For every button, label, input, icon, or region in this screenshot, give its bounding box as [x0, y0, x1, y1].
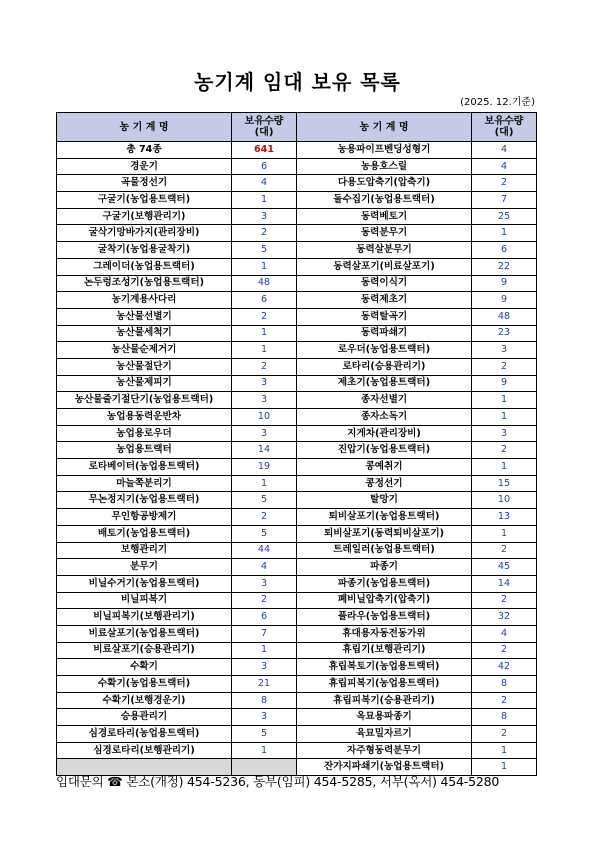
machine-name-cell: 동력살포기(비료살포기): [297, 258, 472, 275]
machine-name-cell: 동력파쇄기: [297, 325, 472, 342]
machine-qty-cell: 6: [232, 158, 297, 175]
machine-qty-cell: 3: [232, 659, 297, 676]
machine-name-cell: 농산물선별기: [57, 308, 232, 325]
machine-name-cell: 진압기(농업용트랙터): [297, 442, 472, 459]
machine-name-cell: 자주형동력분무기: [297, 742, 472, 759]
machine-name-cell: 휴대용자동전동가위: [297, 625, 472, 642]
machine-name-cell: 로우더(농업용트랙터): [297, 342, 472, 359]
machine-name-cell: 플라우(농업용트랙터): [297, 609, 472, 626]
table-row: [57, 609, 537, 626]
table-row: [57, 409, 537, 426]
machine-name-cell: 농업용로우더: [57, 425, 232, 442]
table-row: [57, 709, 537, 726]
machine-name-cell: 수확기(농업용트랙터): [57, 676, 232, 693]
machine-qty-cell: 14: [472, 575, 537, 592]
header-qty-right: [472, 113, 537, 142]
machine-qty-cell: 44: [232, 542, 297, 559]
machine-name-cell: 농용파이프벤딩성형기: [297, 142, 472, 159]
machine-qty-cell: 1: [472, 225, 537, 242]
machine-qty-cell: 2: [472, 592, 537, 609]
table-row: [57, 292, 537, 309]
machine-name-cell: 구굴기(보행관리기): [57, 208, 232, 225]
table-row: [57, 325, 537, 342]
machine-qty-cell: 10: [232, 409, 297, 426]
machine-qty-cell: 4: [472, 625, 537, 642]
machine-name-cell: 돌수집기(농업용트랙터): [297, 192, 472, 209]
table-body: [57, 142, 537, 776]
table-row: [57, 175, 537, 192]
machine-qty-cell: 8: [472, 676, 537, 693]
machine-name-cell: 농업용동력운반차: [57, 409, 232, 426]
table-row: [57, 308, 537, 325]
machine-name-cell: 심경로타리(농업용트랙터): [57, 726, 232, 743]
table-row: [57, 726, 537, 743]
machine-qty-cell: 6: [232, 609, 297, 626]
machine-qty-cell: 1: [232, 325, 297, 342]
machine-qty-cell: 3: [472, 425, 537, 442]
machine-qty-cell: 5: [232, 242, 297, 259]
machine-qty-cell: 42: [472, 659, 537, 676]
machine-name-cell: 경운기: [57, 158, 232, 175]
machine-name-cell: 로타리(승용관리기): [297, 358, 472, 375]
machine-name-cell: 비료살포기(농업용트랙터): [57, 625, 232, 642]
table-row: [57, 375, 537, 392]
machine-qty-cell: 3: [232, 425, 297, 442]
machine-name-cell: 휴립피복기(농업용트랙터): [297, 676, 472, 693]
machine-name-cell: 폐비닐압축기(압축기): [297, 592, 472, 609]
machine-name-cell: 농기계용사다리: [57, 292, 232, 309]
machine-name-cell: 다용도압축기(압축기): [297, 175, 472, 192]
header-qty-label: 보유수량: [244, 116, 284, 127]
machine-name-cell: 비닐수거기(농업용트랙터): [57, 575, 232, 592]
machine-qty-cell: 23: [472, 325, 537, 342]
header-name-right: 농 기 계 명: [297, 113, 472, 142]
table-row: [57, 659, 537, 676]
machine-name-cell: 배토기(농업용트랙터): [57, 525, 232, 542]
machine-qty-cell: 14: [232, 442, 297, 459]
machine-name-cell: 무논정지기(농업용트랙터): [57, 492, 232, 509]
machine-name-cell: 지게차(관리장비): [297, 425, 472, 442]
table-row: [57, 242, 537, 259]
machine-name-cell: 육묘밀자르기: [297, 726, 472, 743]
machine-qty-cell: 48: [232, 275, 297, 292]
machine-qty-cell: 1: [472, 409, 537, 426]
machine-name-cell: 제초기(농업용트랙터): [297, 375, 472, 392]
machine-name-cell: 무인항공방제기: [57, 509, 232, 526]
table-row: [57, 559, 537, 576]
machine-qty-cell: 9: [472, 375, 537, 392]
machine-qty-cell: 25: [472, 208, 537, 225]
table-row: [57, 275, 537, 292]
machine-name-cell: 옥묘용파종기: [297, 709, 472, 726]
machine-name-cell: 동력베토기: [297, 208, 472, 225]
machine-qty-cell: 6: [232, 292, 297, 309]
machine-name-cell: 탈망기: [297, 492, 472, 509]
table-row: [57, 142, 537, 159]
machine-qty-cell: 7: [472, 192, 537, 209]
machine-name-cell: 파종기: [297, 559, 472, 576]
machine-name-cell: 분무기: [57, 559, 232, 576]
header-qty-left: [232, 113, 297, 142]
table-row: [57, 492, 537, 509]
machine-name-cell: 마늘쪽분리기: [57, 475, 232, 492]
machine-name-cell: 잔가지파쇄기(농업용트랙터): [297, 759, 472, 776]
machine-name-cell: 로타베이터(농업용트랙터): [57, 459, 232, 476]
machine-qty-cell: 1: [472, 759, 537, 776]
header-name-left: 농 기 계 명: [57, 113, 232, 142]
table-row: [57, 358, 537, 375]
machine-qty-cell: 2: [232, 592, 297, 609]
page-title: 농기계 임대 보유 목록: [194, 70, 401, 94]
machine-name-cell: 퇴비살포기(동력퇴비살포기): [297, 525, 472, 542]
machine-name-cell: 굴삭기망바가지(관리장비): [57, 225, 232, 242]
machine-name-cell: 파종기(농업용트랙터): [297, 575, 472, 592]
machine-name-cell: 동력분무기: [297, 225, 472, 242]
machine-name-cell: 곡물정선기: [57, 175, 232, 192]
machine-qty-cell: 9: [472, 275, 537, 292]
table-row: [57, 509, 537, 526]
machine-name-cell: 농업용트랙터: [57, 442, 232, 459]
machine-qty-cell: 1: [232, 642, 297, 659]
table-row: [57, 342, 537, 359]
table-row: [57, 625, 537, 642]
table-row: [57, 525, 537, 542]
machine-name-cell: 종자선별기: [297, 392, 472, 409]
machine-qty-cell: 2: [472, 642, 537, 659]
machine-name-cell: 콩정선기: [297, 475, 472, 492]
machine-name-cell: 농산물제피기: [57, 375, 232, 392]
machine-qty-cell: 3: [232, 375, 297, 392]
table-row: [57, 575, 537, 592]
machine-qty-cell: 8: [232, 692, 297, 709]
machine-qty-cell: 4: [472, 158, 537, 175]
reference-date: (2025. 12.기준): [460, 97, 535, 108]
machine-qty-cell: 2: [472, 726, 537, 743]
machine-name-cell: 농산물순제거기: [57, 342, 232, 359]
machine-name-cell: 농용호스릴: [297, 158, 472, 175]
header-qty-unit: (대): [254, 127, 274, 138]
machine-qty-cell: 2: [472, 175, 537, 192]
machine-qty-cell: 5: [232, 492, 297, 509]
machine-qty-cell: 1: [472, 525, 537, 542]
machine-qty-cell: 1: [232, 258, 297, 275]
machine-qty-cell: 3: [232, 575, 297, 592]
machine-name-cell: 심경로타리(보행관리기): [57, 742, 232, 759]
machine-qty-cell: 3: [232, 392, 297, 409]
table-row: [57, 442, 537, 459]
machine-qty-cell: 8: [472, 709, 537, 726]
machine-name-cell: 퇴비살포기(농업용트랙터): [297, 509, 472, 526]
machine-qty-cell: 5: [232, 525, 297, 542]
machine-name-cell: 종자소독기: [297, 409, 472, 426]
machine-name-cell: 수확기(보행경운기): [57, 692, 232, 709]
table-row: [57, 425, 537, 442]
machine-qty-cell: 3: [232, 709, 297, 726]
machine-name-cell: 휴립피복기(승용관리기): [297, 692, 472, 709]
machine-qty-cell: 2: [232, 225, 297, 242]
table-row: [57, 742, 537, 759]
table-row: [57, 192, 537, 209]
machine-qty-cell: 3: [472, 342, 537, 359]
table-header-row: [57, 113, 537, 142]
machine-qty-cell: 21: [232, 676, 297, 693]
table-row: [57, 676, 537, 693]
machine-name-cell: 굴착기(농업용굴착기): [57, 242, 232, 259]
machine-name-cell: 휴립복토기(농업용트랙터): [297, 659, 472, 676]
machinery-table: [56, 112, 537, 776]
table-row: [57, 475, 537, 492]
machine-name-cell: 논두렁조성기(농업용트랙터): [57, 275, 232, 292]
machine-name-cell: 동력살분무기: [297, 242, 472, 259]
machine-qty-cell: 13: [472, 509, 537, 526]
machine-qty-cell: 4: [232, 175, 297, 192]
table-row: [57, 392, 537, 409]
machine-qty-cell: 2: [472, 442, 537, 459]
machine-qty-cell: 32: [472, 609, 537, 626]
machine-qty-cell: 4: [472, 142, 537, 159]
machine-qty-cell: 1: [232, 342, 297, 359]
machine-qty-cell: 22: [472, 258, 537, 275]
machine-qty-cell: 2: [472, 692, 537, 709]
machine-qty-cell: 1: [472, 392, 537, 409]
machine-name-cell: 동력제초기: [297, 292, 472, 309]
machine-qty-cell: 10: [472, 492, 537, 509]
machine-name-cell: 그레이더(농업용트랙터): [57, 258, 232, 275]
machine-name-cell: 수확기: [57, 659, 232, 676]
machine-name-cell: 구굴기(농업용트랙터): [57, 192, 232, 209]
table-row: [57, 459, 537, 476]
machine-name-cell: 비닐피복기(보행관리기): [57, 609, 232, 626]
machine-qty-cell: 48: [472, 308, 537, 325]
machine-qty-cell: 2: [472, 542, 537, 559]
machine-qty-cell: 6: [472, 242, 537, 259]
machine-qty-cell: 1: [232, 192, 297, 209]
table-row: [57, 225, 537, 242]
machine-qty-cell: 4: [232, 559, 297, 576]
header-qty-unit: (대): [494, 127, 514, 138]
machine-qty-cell: 2: [232, 509, 297, 526]
machine-name-cell: 총 74종: [57, 142, 232, 159]
table-row: [57, 258, 537, 275]
machine-qty-cell: 2: [472, 358, 537, 375]
machine-qty-cell: 15: [472, 475, 537, 492]
machine-qty-cell: 19: [232, 459, 297, 476]
machine-qty-cell: 1: [232, 475, 297, 492]
machine-name-cell: 보행관리기: [57, 542, 232, 559]
table-row: [57, 692, 537, 709]
machine-qty-cell: 3: [232, 208, 297, 225]
table-row: [57, 592, 537, 609]
machine-qty-cell: 5: [232, 726, 297, 743]
machine-name-cell: 콩예취기: [297, 459, 472, 476]
contact-footer: 임대문의 ☎ 본소(개정) 454-5236, 동부(임피) 454-5285, 서부(옥서) 454-5280: [56, 774, 500, 789]
machine-qty-cell: 9: [472, 292, 537, 309]
table-row: [57, 642, 537, 659]
machine-name-cell: 동력탈곡기: [297, 308, 472, 325]
header-qty-label: 보유수량: [484, 116, 524, 127]
machine-name-cell: 농산물줄기절단기(농업용트랙터): [57, 392, 232, 409]
machine-name-cell: 비료살포기(승용관리기): [57, 642, 232, 659]
machine-name-cell: 농산물세척기: [57, 325, 232, 342]
table-row: [57, 158, 537, 175]
machine-qty-cell: 1: [472, 742, 537, 759]
machine-qty-cell: 641: [232, 142, 297, 159]
machine-qty-cell: 7: [232, 625, 297, 642]
machine-name-cell: 휴립기(보행관리기): [297, 642, 472, 659]
machine-qty-cell: 1: [472, 459, 537, 476]
machine-qty-cell: 2: [232, 358, 297, 375]
table-row: [57, 542, 537, 559]
machine-name-cell: 비닐피복기: [57, 592, 232, 609]
machine-name-cell: 동력이식기: [297, 275, 472, 292]
machine-qty-cell: 45: [472, 559, 537, 576]
machine-qty-cell: 2: [232, 308, 297, 325]
machine-qty-cell: 1: [232, 742, 297, 759]
machine-name-cell: 트레일러(농업용트랙터): [297, 542, 472, 559]
table-row: [57, 208, 537, 225]
machine-name-cell: 승용관리기: [57, 709, 232, 726]
machine-name-cell: 농산물절단기: [57, 358, 232, 375]
